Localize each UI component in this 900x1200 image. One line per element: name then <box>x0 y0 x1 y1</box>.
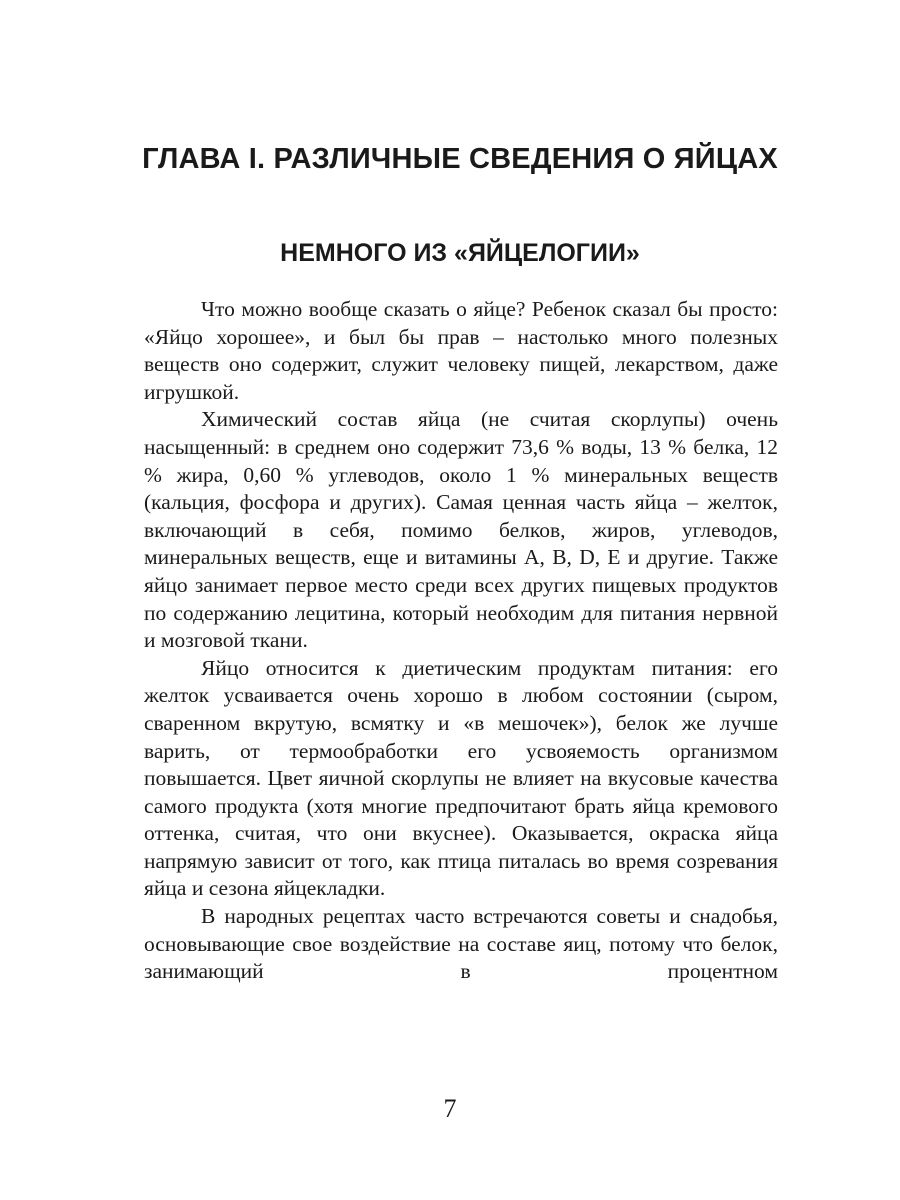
paragraph: В народных рецептах часто встречаются советы и снадобья, основывающие свое воздействие на составе яиц, потому что белок, занимающий в процентном <box>144 904 778 984</box>
section-title: НЕМНОГО ИЗ «ЯЙЦЕЛОГИИ» <box>280 239 640 267</box>
paragraph: Что можно вообще сказать о яйце? Ребенок сказал бы просто: «Яйцо хорошее», и был бы прав – настолько много полезных веществ оно содержит, служит человеку пищей, лекарством, даже игрушкой. <box>144 297 778 404</box>
paragraph: Яйцо относится к диетическим продуктам питания: его желток усваивается очень хорошо в любом состоянии (сыром, сваренном вкрутую, всмятку и «в мешочек»), белок же лучше варить, от термообработки его усвояемость организмом повышается. Цвет яичной скорлупы не влияет на вкусовые качества самого продукта (хотя многие предпочитают брать яйца кремового оттенка, считая, что они вкуснее). Оказывается, окраска яйца напрямую зависит от того, как птица питалась во время созревания яйца и сезона яйцекладки. <box>144 655 778 901</box>
paragraph: Химический состав яйца (не считая скорлупы) очень насыщенный: в среднем оно содержит 73,6 % воды, 13 % белка, 12 % жира, 0,60 % углеводов, около 1 % минеральных веществ (кальция, фосфора и других). Самая ценная часть яйца – желток, включающий в себя, помимо белков, жиров, углеводов, минеральных веществ, еще и витамины A, B, D, E и другие. Также яйцо занимает первое место среди всех других пищевых продуктов по содержанию лецитина, который необходим для питания нервной и мозговой ткани. <box>144 407 778 653</box>
chapter-title: ГЛАВА I. РАЗЛИЧНЫЕ СВЕДЕНИЯ О ЯЙЦАХ <box>142 143 778 175</box>
body-text <box>144 296 778 986</box>
page-number: 7 <box>443 1094 457 1123</box>
